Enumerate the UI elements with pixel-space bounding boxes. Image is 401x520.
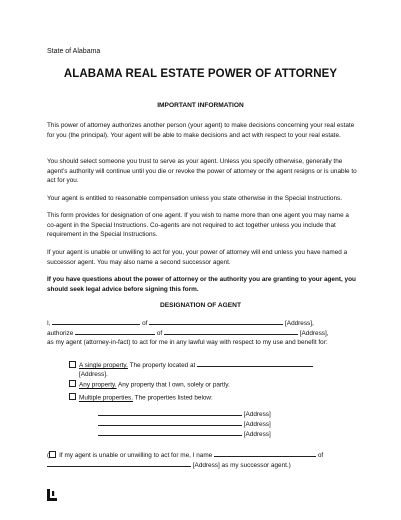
successor-line bbox=[47, 450, 323, 461]
successor-address-field[interactable] bbox=[47, 460, 191, 467]
paragraph-successor: If your agent is unable or unwilling to act for you, your power of attorney will end unless you have named a successor agent. You may also name a second successor agent. bbox=[47, 249, 348, 266]
property-address-field[interactable] bbox=[98, 409, 242, 416]
paragraph-authorization: This power of attorney authorizes another person (your agent) to make decisions concerning your real estate for you (the principal). Your agent will be able to make decisions and act with respect to your real estate. bbox=[47, 122, 355, 139]
state-label: State of Alabama bbox=[47, 48, 101, 55]
of-label: of bbox=[142, 320, 148, 327]
successor-name-field[interactable] bbox=[214, 450, 316, 457]
address-label: [Address], bbox=[299, 330, 329, 337]
single-property-address-label: [Address]. bbox=[79, 371, 108, 378]
single-property-checkbox[interactable] bbox=[69, 361, 76, 368]
paragraph-legal-advice: If you have questions about the power of attorney or the authority you are granting to your agent, you should seek legal advice before signing this form. bbox=[47, 276, 356, 293]
successor-of-label: of bbox=[317, 452, 324, 459]
authorize-label: authorize bbox=[47, 330, 74, 337]
property-list-row bbox=[98, 409, 271, 420]
address-label: [Address], bbox=[285, 320, 314, 327]
as-agent-text: as my agent (attorney-in-fact) to act for me in any lawful way with respect to my use and benefit for: bbox=[47, 339, 328, 346]
property-address-field[interactable] bbox=[98, 429, 242, 436]
successor-end-text: [Address] as my successor agent.) bbox=[192, 462, 291, 469]
paragraph-select-agent: You should select someone you trust to serve as your agent. Unless you specify otherwise, generally the agent’s authority will continue until you die or revoke the power of attorney or the agent resigns or is unable to act for you. bbox=[47, 158, 357, 185]
single-property-text: The property located at bbox=[129, 362, 196, 369]
paragraph-co-agent: This form provides for designation of one agent. If you wish to name more than one agent you may name a co-agent in the Special Instructions. Co-agents are not required to act together unless you include that requirement in the Special Instructions. bbox=[47, 212, 349, 239]
property-list-row bbox=[98, 419, 271, 430]
successor-open-paren: ( bbox=[47, 452, 50, 459]
agent-name-field[interactable] bbox=[75, 328, 155, 335]
brand-logo-icon bbox=[47, 489, 57, 501]
single-property-label: A single property. bbox=[79, 362, 128, 369]
property-address-label: [Address] bbox=[243, 411, 271, 418]
property-list-row bbox=[98, 429, 271, 440]
multiple-properties-checkbox[interactable] bbox=[69, 393, 76, 400]
paragraph-compensation: Your agent is entitled to reasonable compensation unless you state otherwise in the Special Instructions. bbox=[47, 195, 342, 202]
designation-heading: DESIGNATION OF AGENT bbox=[160, 302, 241, 309]
agent-address-field[interactable] bbox=[164, 328, 298, 335]
property-address-field[interactable] bbox=[98, 419, 242, 426]
successor-checkbox[interactable] bbox=[49, 451, 56, 458]
any-property-text: Any property that I own, solely or partly. bbox=[117, 381, 230, 389]
any-property-label: Any property. bbox=[79, 381, 117, 389]
i-label: I, bbox=[47, 320, 51, 327]
multiple-properties-option bbox=[69, 393, 213, 403]
multiple-properties-label: Multiple properties. bbox=[79, 394, 133, 402]
property-address-label: [Address] bbox=[243, 421, 271, 428]
important-info-heading: IMPORTANT INFORMATION bbox=[157, 102, 244, 109]
successor-text: If my agent is unable or unwilling to act for me, I name bbox=[59, 452, 213, 459]
any-property-checkbox[interactable] bbox=[69, 380, 76, 387]
agent-line bbox=[47, 328, 329, 339]
of-label: of bbox=[156, 330, 163, 337]
single-property-option bbox=[69, 360, 313, 371]
principal-name-field[interactable] bbox=[52, 318, 140, 325]
principal-line bbox=[47, 318, 314, 329]
multiple-properties-text: The properties listed below: bbox=[134, 394, 213, 402]
document-title: ALABAMA REAL ESTATE POWER OF ATTORNEY bbox=[63, 68, 338, 80]
successor-line-2 bbox=[47, 460, 291, 471]
principal-address-field[interactable] bbox=[149, 318, 283, 325]
any-property-option bbox=[69, 380, 230, 390]
property-address-label: [Address] bbox=[243, 431, 271, 438]
single-property-address-field[interactable] bbox=[197, 360, 313, 367]
